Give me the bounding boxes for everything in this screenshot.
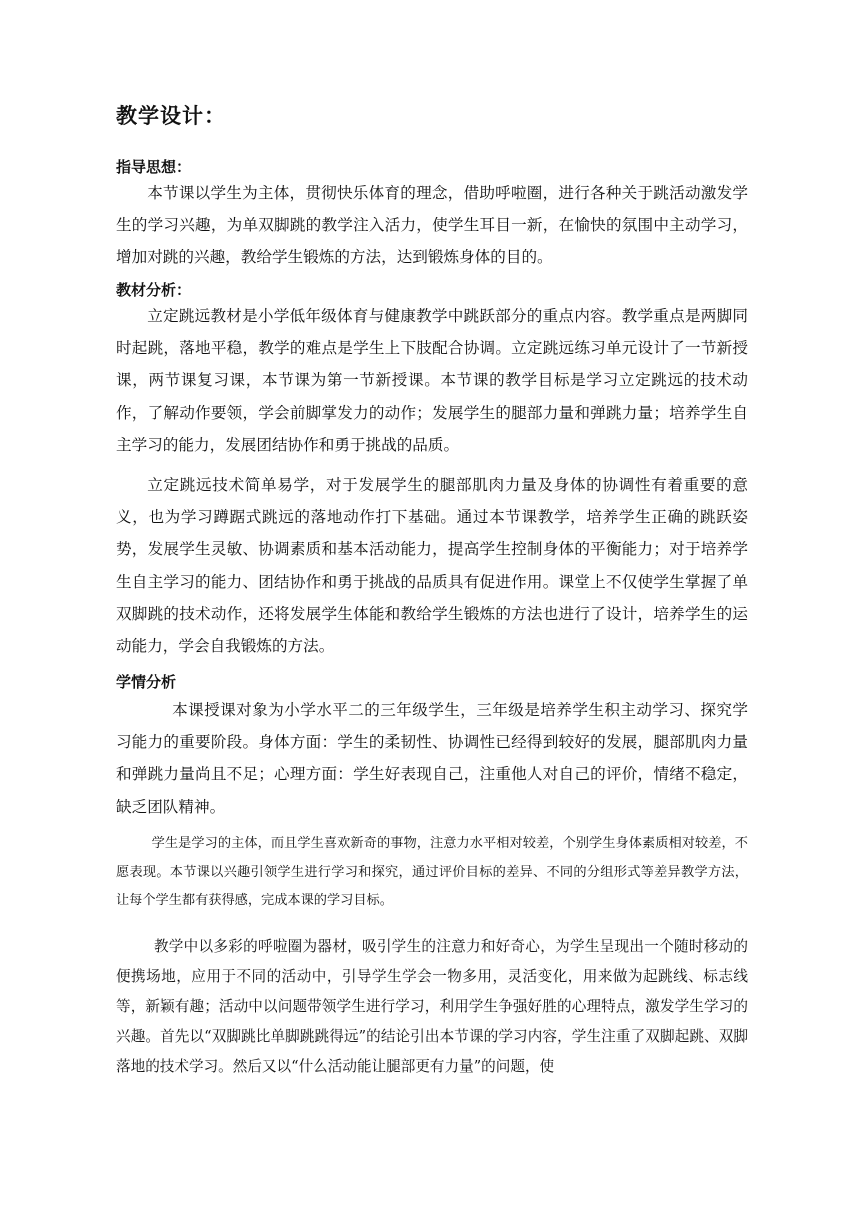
material-paragraph-1: 立定跳远教材是小学低年级体育与健康教学中跳跃部分的重点内容。教学重点是两脚同时起跳，落地平稳，教学的难点是学生上下肢配合协调。立定跳远练习单元设计了一节新授课，两节课复习课，本节课为第一节新授课。本节课的教学目标是学习立定跳远的技术动作，了解动作要领，学会前脚掌发力的动作；发展学生的腿部力量和弹跳力量；培养学生自主学习的能力，发展团结协作和勇于挑战的品质。 (116, 307, 748, 454)
guiding-heading: 指导思想： (116, 158, 192, 176)
material-paragraph-2: 立定跳远技术简单易学，对于发展学生的腿部肌肉力量及身体的协调性有着重要的意义，也为学习蹲踞式跳远的落地动作打下基础。通过本节课教学，培养学生正确的跳跃姿势，发展学生灵敏、协调素质和基本活动能力，提高学生控制身体的平衡能力；对于培养学生自主学习的能力、团结协作和勇于挑战的品质具有促进作用。课堂上不仅使学生掌握了单双脚跳的技术动作，还将发展学生体能和教给学生锻炼的方法也进行了设计，培养学生的运动能力，学会自我锻炼的方法。 (116, 476, 748, 656)
students-heading: 学情分析 (116, 673, 177, 691)
document-title: 教学设计： (116, 104, 226, 128)
students-paragraph-2: 学生是学习的主体，而且学生喜欢新奇的事物，注意力水平相对较差，个别学生身体素质相对较差，不愿表现。本节课以兴趣引领学生进行学习和探究，通过评价目标的差异、不同的分组形式等差异教学方法，让每个学生都有获得感，完成本课的学习目标。 (116, 836, 748, 908)
material-heading: 教材分析： (116, 281, 192, 299)
students-paragraph-1: 本课授课对象为小学水平二的三年级学生，三年级是培养学生积主动学习、探究学习能力的重要阶段。身体方面：学生的柔韧性、协调性已经得到较好的发展，腿部肌肉力量和弹跳力量尚且不足；心理方面：学生好表现自己，注重他人对自己的评价，情绪不稳定，缺乏团队精神。 (116, 701, 748, 816)
students-paragraph-3: 教学中以多彩的呼啦圈为器材，吸引学生的注意力和好奇心，为学生呈现出一个随时移动的便携场地，应用于不同的活动中，引导学生学会一物多用，灵活变化，用来做为起跳线、标志线等，新颖有趣；活动中以问题带领学生进行学习，利用学生争强好胜的心理特点，激发学生学习的兴趣。首先以“双脚跳比单脚跳跳得远”的结论引出本节课的学习内容，学生注重了双脚起跳、双脚落地的技术学习。然后又以“什么活动能让腿部更有力量”的问题，使 (116, 938, 748, 1075)
guiding-paragraph: 本节课以学生为主体，贯彻快乐体育的理念，借助呼啦圈，进行各种关于跳活动激发学生的学习兴趣，为单双脚跳的教学注入活力，使学生耳目一新，在愉快的氛围中主动学习，增加对跳的兴趣，教给学生锻炼的方法，达到锻炼身体的目的。 (116, 184, 748, 267)
